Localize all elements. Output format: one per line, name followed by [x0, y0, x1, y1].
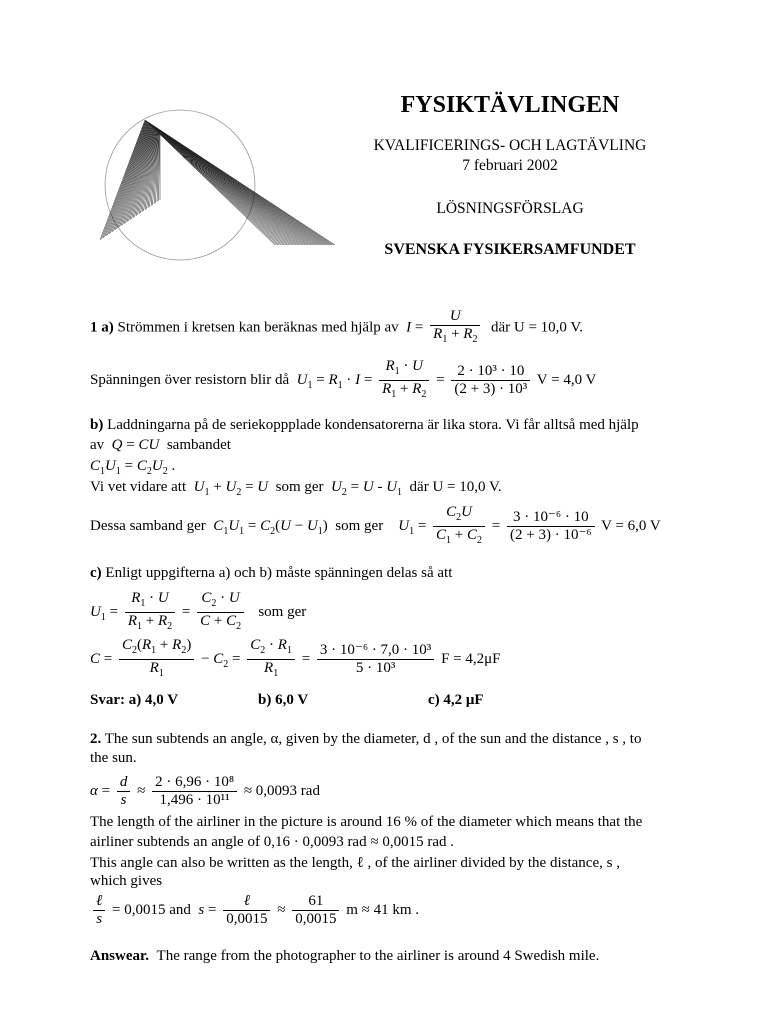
logo-line	[102, 120, 277, 245]
p1b-result: V = 6,0 V	[601, 517, 661, 534]
page-subtitle: KVALIFICERINGS- OCH LAGTÄVLING	[373, 137, 647, 154]
p1b-line2: av Q = CU sambandet	[90, 437, 231, 453]
p1a2-result: V = 4,0 V	[536, 371, 597, 388]
p2-eq-num2: 61	[292, 893, 339, 911]
p2-eq-den1: 0,0015	[226, 911, 268, 927]
p1a-text: Strömmen i kretsen kan beräknas med hjälp av	[117, 319, 399, 336]
p1c-den: 5 · 10³	[355, 660, 396, 676]
p1c-result: F = 4,2μF	[441, 650, 501, 667]
answer-b: b) 6,0 V	[258, 692, 309, 708]
p1b-text2b: sambandet	[166, 437, 231, 453]
formula-u1-symbolic: $\frac{R_1 \cdot U}{R_1 + R_2}$	[379, 358, 429, 403]
p1c-eq1: $U_1$ = $\frac{R_1 \cdot U}{R_1 + R_2}$ = $\frac{C_2 \cdot U}{C + C_2}$ som ger	[90, 590, 307, 632]
p1a-line: 1 a) Strömmen i kretsen kan beräknas med hjälp av I = $\frac{U}{R_1 + R_2}$ där U = 10,0 V.	[90, 308, 583, 348]
formula-u1-numeric	[451, 363, 530, 398]
p2-line1	[90, 729, 641, 749]
answer-a: Svar: a) 4,0 V	[90, 692, 179, 708]
formula-current: $\frac{U}{R_1 + R_2}$	[430, 308, 480, 348]
p1a-u-value: U = 10,0 V.	[513, 319, 584, 336]
p1a2-num: 2 · 10³ · 10	[451, 363, 530, 381]
p2-answer	[90, 946, 599, 966]
p1b-line1	[90, 415, 639, 435]
p1b-line3: Vi vet vidare att $U_1 + U_2 = U$ som ger $U_2 = U - U_1$ där U = 10,0 V.	[90, 479, 502, 498]
p1c-eq2: C = $\frac{C_2(R_1 + R_2)}{R_1}$ − $C_2$ = $\frac{C_2 \cdot R_1}{R_1}$ = $\frac{\text{3 · 10⁻⁶ · 7,0 · 10³}}{\text{5 · 10³}}$ F = 4,2μF	[90, 637, 501, 679]
p1a2-text: Spänningen över resistorn blir då	[90, 371, 290, 388]
p1b-num: 3 · 10⁻⁶ · 10	[507, 509, 595, 527]
doc-type: LÖSNINGSFÖRSLAG	[436, 200, 584, 217]
logo-curve-lines	[100, 120, 335, 245]
p1c-somger: som ger	[258, 603, 307, 620]
logo-line	[108, 121, 283, 245]
p1a-label: 1 a)	[90, 319, 114, 336]
p1b-text4b: som ger	[335, 517, 384, 534]
p2-alpha-result: ≈ 0,0093 rad	[243, 782, 320, 799]
p2-line3: The length of the airliner in the picture is around 16 % of the diameter which means that the	[90, 814, 643, 830]
p2-alpha-den: 1,496 · 10¹¹	[159, 792, 230, 808]
p1c-num: 3 · 10⁻⁶ · 7,0 · 10³	[317, 642, 434, 660]
p1a2-line: Spänningen över resistorn blir då $U_1 = R_1 \cdot I$ = $\frac{R_1 \cdot U}{R_1 + R_2}$ = $\frac{\text{2 · 10³ · 10}}{\text{(2 + 3) · 10³}}$ V = 4,0 V	[90, 358, 596, 403]
p2-eq-result: m ≈ 41 km .	[346, 901, 420, 918]
p1a-dar: där	[490, 319, 511, 336]
formula-c-numeric	[317, 642, 434, 677]
p1b-text3b: som ger	[275, 479, 324, 495]
p2-line6: which gives	[90, 873, 163, 889]
p1b-den: (2 + 3) · 10⁻⁶	[510, 527, 592, 543]
p1b-line4: Dessa samband ger $C_1U_1 = C_2(U - U_1)$ som ger $U_1$ = $\frac{C_2U}{C_1 + C_2}$ = $\frac{\text{3 · 10⁻⁶ · 10}}{\text{(2 + 3) · 10⁻⁶}}$ V = 6,0 V	[90, 504, 661, 549]
p2-label: 2.	[90, 731, 102, 747]
p2-alpha-eq: α = $\frac{d}{s}$ ≈ $\frac{\text{2 · 6,96 · 10⁸}}{\text{1,496 · 10¹¹}}$ ≈ 0,0093 rad	[90, 774, 320, 808]
logo-line	[103, 121, 278, 246]
p1b-text2a: av	[90, 437, 105, 453]
p2-line5: This angle can also be written as the length, ℓ , of the airliner divided by the distance, s ,	[90, 855, 620, 871]
p1c-line1	[90, 563, 452, 583]
p1c-text: Enligt uppgifterna a) och b) måste spänningen delas så att	[105, 565, 453, 581]
p2-final-eq: $\frac{\text{ℓ}}{s}$ = 0,0015 and s = $\frac{\text{ℓ}}{0,0015}$ ≈ $\frac{61}{0,0015}$ m ≈ 41 km .	[90, 893, 419, 928]
logo-line	[160, 130, 335, 245]
formula-u1-cap-numeric	[507, 509, 595, 544]
p2-answer-text: The range from the photographer to the airliner is around 4 Swedish mile.	[156, 948, 600, 964]
p2-text1: The sun subtends an angle, α, given by the diameter, d , of the sun and the distance , s , to	[104, 731, 642, 747]
page-title: FYSIKTÄVLINGEN	[400, 92, 620, 118]
page-date: 7 februari 2002	[462, 157, 558, 174]
organization: SVENSKA FYSIKERSAMFUNDET	[384, 241, 636, 258]
p2-answer-label: Answear.	[90, 948, 150, 964]
p2-alpha-num: 2 · 6,96 · 10⁸	[152, 774, 237, 792]
p1b-label: b)	[90, 417, 104, 433]
formula-alpha-numeric	[152, 774, 237, 809]
p1b-text3c: där U = 10,0 V.	[409, 479, 502, 495]
p1c-label: c)	[90, 565, 102, 581]
p2-eq-den2: 0,0015	[295, 911, 337, 927]
logo-graphic	[85, 100, 355, 300]
p2-eq-and: and	[169, 901, 191, 918]
p1b-text3: Vi vet vidare att	[90, 479, 187, 495]
p2-eq-val: = 0,0015	[112, 901, 166, 918]
p1b-text4: Dessa samband ger	[90, 517, 206, 534]
formula-u1-cap: $\frac{C_2U}{C_1 + C_2}$	[433, 504, 485, 549]
p2-line4: airliner subtends an angle of 0,16 · 0,0093 rad ≈ 0,0015 rad .	[90, 834, 454, 850]
answer-c: c) 4,2 μF	[428, 692, 484, 708]
p2-line2: the sun.	[90, 750, 137, 766]
p1a2-den: (2 + 3) · 10³	[454, 381, 528, 397]
p1b-eq-charge: $C_1U_1 = C_2U_2$ .	[90, 458, 176, 477]
p1b-text1: Laddningarna på de seriekoppplade kondensatorerna är lika stora. Vi får alltså med hjälp	[107, 417, 639, 433]
